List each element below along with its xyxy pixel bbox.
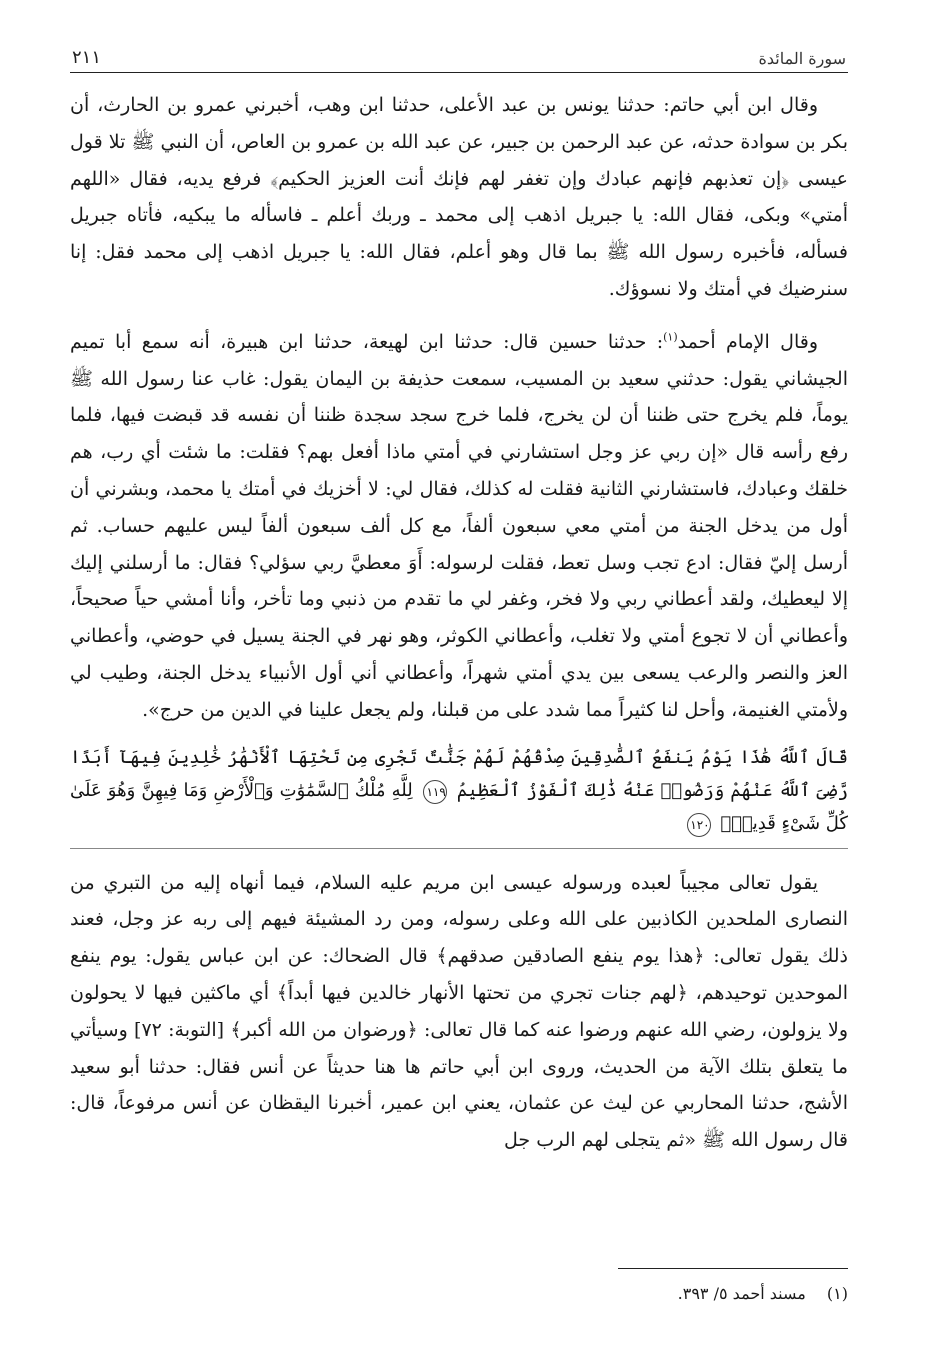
sura-name: سورة المائدة (758, 49, 846, 68)
paragraph-2-text: : حدثنا حسين قال: حدثنا ابن لهيعة، حدثنا ابن هبيرة، أنه سمع أبا تميم الجيشاني يقول: حدثني سعيد بن المسيب، سمعت حذيفة بن اليمان يقول: غاب عنا رسول الله ﷺ يوماً، فلم يخرج حتى ظننا أن لن يخرج، فلما خرج سجد سجدة ظننا أن نفسه قد قبضت فيها، فلما رفع رأسه قال «إن ربي عز وجل استشارني في أمتي ماذا أفعل بهم؟ فقلت: ما شئت أي رب، هم خلقك وعبادك، فاستشارني الثانية فقلت له كذلك، فقال لي: لا أخزيك في أمتك يا محمد، وبشرني أن أول من يدخل الجنة من أمتي معي سبعون ألفاً، مع كل ألف سبعون ألفاً ليس عليهم حساب. ثم أرسل إليّ فقال: ادع تجب وسل تعط، فقلت لرسوله: أَوَ معطيَّ ربي سؤلي؟ فقال: ما أرسلني إليك إلا ليعطيك، ولقد أعطاني ربي ولا فخر، وغفر لي ما تقدم من ذنبي وما تأخر، وأنا أمشي حياً صحيحاً، وأعطاني أن لا تجوع أمتي ولا تغلب، وأعطاني الكوثر، وهو نهر في الجنة يسيل في حوضي، وأعطاني العز والنصر والرعب يسعى بين يدي أمتي شهراً، وأعطاني أني أول الأنبياء يدخل الجنة، وطيب لي ولأمتي الغنيمة، وأحل لنا كثيراً مما شدد على من قبلنا، ولم يجعل علينا في الدين من حرج». (70, 330, 848, 721)
paragraph-tafsir: يقول تعالى مجيباً لعبده ورسوله عيسى ابن مريم عليه السلام، فيما أنهاه إليه من التبري من النصارى الملحدين الكاذبين على الله وعلى رسوله، ومن رد المشيئة فيهم إلى ربه عز وجل، فعند ذلك يقول تعالى: ﴿هذا يوم ينفع الصادقين صدقهم﴾ قال الضحاك: عن ابن عباس يقول: يوم ينفع الموحدين توحيدهم، ﴿لهم جنات تجري من تحتها الأنهار خالدين فيها أبداً﴾ أي ماكثين فيها لا يحولون ولا يزولون، رضي الله عنهم ورضوا عنه كما قال تعالى: ﴿ورضوان من الله أكبر﴾ [التوبة: ٧٢] وسيأتي ما يتعلق بتلك الآية من الحديث، وروى ابن أبي حاتم ها هنا حديثاً عن أنس فقال: حدثنا أبو سعيد الأشج، حدثنا المحاربي عن ليث عن عثمان، يعني ابن عمير، أخبرنا اليقظان عن أنس مرفوعاً، قال: قال رسول الله ﷺ «ثم يتجلى لهم الرب جل (70, 871, 848, 1152)
ayah-number-120: ١٢٠ (687, 813, 711, 837)
book-page (70, 38, 848, 1345)
page-number: ٢١١ (72, 47, 102, 68)
paragraph-2-lead: وقال الإمام أحمد (677, 330, 818, 353)
paragraph-hadith-2 (70, 324, 848, 729)
footnote-marker: (١) (663, 330, 678, 344)
paragraph-hadith-1: وقال ابن أبي حاتم: حدثنا يونس بن عبد الأعلى، حدثنا ابن وهب، أخبرني عمرو بن الحارث، أن بكر بن سوادة حدثه، عن عبد الرحمن بن جبير، عن عبد الله بن عمرو بن العاص، أن النبي ﷺ تلا قول عيسى ﴿إن تعذبهم فإنهم عبادك وإن تغفر لهم فإنك أنت العزيز الحكيم﴾ فرفع يديه، فقال «اللهم أمتي» وبكى، فقال الله: يا جبريل اذهب إلى محمد ـ وربك أعلم ـ فاسأله ما يبكيه، فأتاه جبريل فسأله، فأخبره رسول الله ﷺ بما قال وهو أعلم، فقال الله: يا جبريل اذهب إلى محمد فقل: إنا سنرضيك في أمتك ولا نسوؤك. (70, 94, 848, 300)
ayah-number-119: ١١٩ (423, 780, 447, 804)
footnote-text: مسند أحمد ٥/ ٣٩٣. (677, 1284, 806, 1303)
footnote (678, 1282, 848, 1306)
quran-verses (70, 741, 848, 849)
quran-verse-119: قَالَ ٱللَّهُ هَٰذَا يَوْمُ يَنفَعُ ٱلصَّٰدِقِينَ صِدْقُهُمْ لَهُمْ جَنَّٰتٌ تَجْرِى مِن تَحْتِهَا ٱلْأَنْهَٰرُ خَٰلِدِينَ فِيهَآ أَبَدًا رَّضِىَ ٱللَّهُ عَنْهُمْ وَرَضُوا۟ عَنْهُ ذَٰلِكَ ٱلْفَوْزُ ٱلْعَظِيمُ (70, 746, 848, 801)
footnote-divider (618, 1268, 848, 1269)
footnote-number: (١) (826, 1284, 848, 1303)
quran-verse-120: لِلَّهِ مُلْكُ ٱلسَّمَٰوَٰتِ وَٱلْأَرْضِ وَمَا فِيهِنَّ وَهُوَ عَلَىٰ كُلِّ شَىْءٍ قَدِيرٌۢ (70, 779, 848, 834)
page-header (70, 38, 848, 73)
